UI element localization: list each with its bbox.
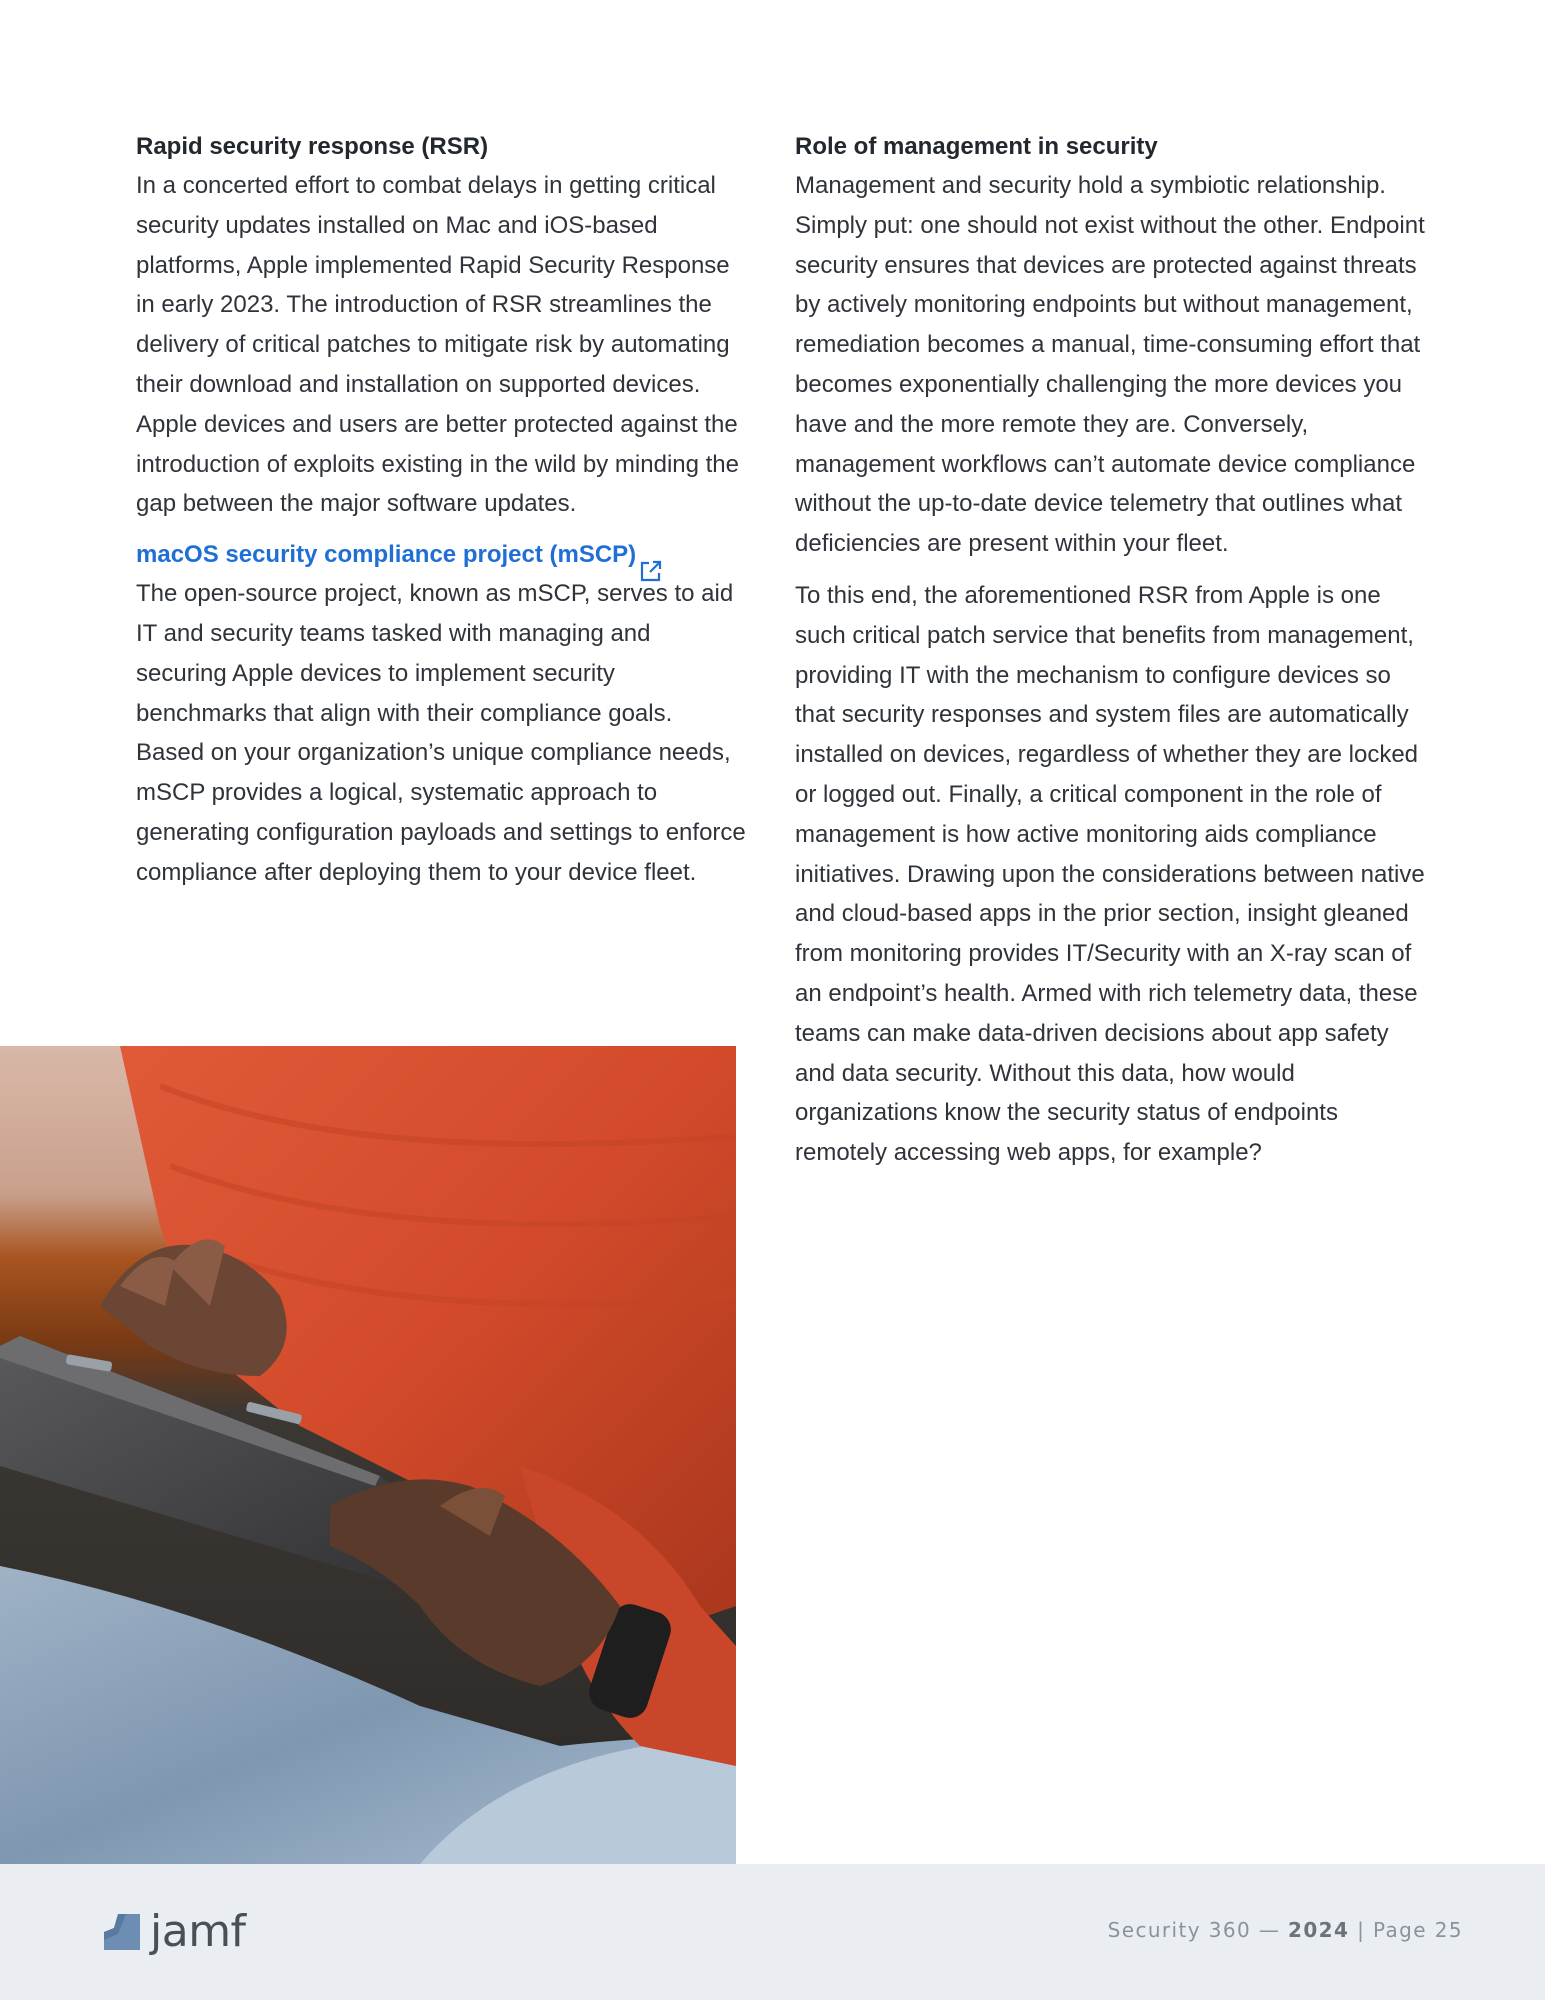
footer-page-info (1108, 1918, 1463, 1942)
management-paragraph-2: To this end, the aforementioned RSR from Apple is one such critical patch service that benefits from management, providing IT with the mechanism to configure devices so that security responses and system files are automatically installed on devices, regardless of whether they are locked or logged out. Finally, a critical component in the role of management is how active monitoring aids compliance initiatives. Drawing upon the considerations between native and cloud-based apps in the prior section, insight gleaned from monitoring provides IT/Security with an X-ray scan of an endpoint’s health. Armed with rich telemetry data, these teams can make data-driven decisions about app safety and data security. Without this data, how would organizations know the security status of endpoints remotely accessing web apps, for example? (795, 581, 1425, 1167)
page-footer (0, 1864, 1545, 2000)
tablet-photo (0, 1046, 736, 1864)
tablet-photo-illustration (0, 1046, 736, 1864)
page-number: Page 25 (1372, 1918, 1463, 1942)
rsr-paragraph: In a concerted effort to combat delays in getting critical security updates installed on Mac and iOS-based platforms, Apple implemented Rapid Security Response in early 2023. The introduction of RSR streamlines the delivery of critical patches to mitigate risk by automating their download and installation on supported devices. Apple devices and users are better protected against the introduction of exploits existing in the wild by minding the gap between the major software updates. (136, 172, 739, 518)
left-column (136, 128, 746, 893)
mscp-link[interactable] (136, 536, 664, 574)
jamf-logo (104, 1906, 246, 1957)
publication-name: Security 360 — (1107, 1918, 1281, 1942)
right-column (795, 128, 1425, 1173)
management-heading: Role of management in security (795, 133, 1158, 160)
publication-year: 2024 (1288, 1918, 1350, 1942)
rsr-heading: Rapid security response (RSR) (136, 133, 489, 160)
footer-separator: | (1357, 1918, 1366, 1942)
management-paragraph-1: Management and security hold a symbiotic relationship. Simply put: one should not exist without the other. Endpoint security ensures that devices are protected against threats by actively monitoring endpoints but without management, remediation becomes a manual, time-consuming effort that becomes exponentially challenging the more devices you have and the more remote they are. Conversely, management workflows can’t automate device compliance without the up-to-date device telemetry that outlines what deficiencies are present within your fleet. (795, 172, 1425, 558)
jamf-logo-mark-icon (104, 1914, 140, 1950)
mscp-heading-row (136, 536, 746, 574)
mscp-link-label: macOS security compliance project (mSCP) (136, 541, 637, 569)
jamf-logo-text: jamf (150, 1906, 246, 1957)
mscp-paragraph: The open-source project, known as mSCP, serves to aid IT and security teams tasked with managing and securing Apple devices to implement security benchmarks that align with their compliance goals. Based on your organization’s unique compliance needs, mSCP provides a logical, systematic approach to generating configuration payloads and settings to enforce compliance after deploying them to your device fleet. (136, 580, 746, 886)
